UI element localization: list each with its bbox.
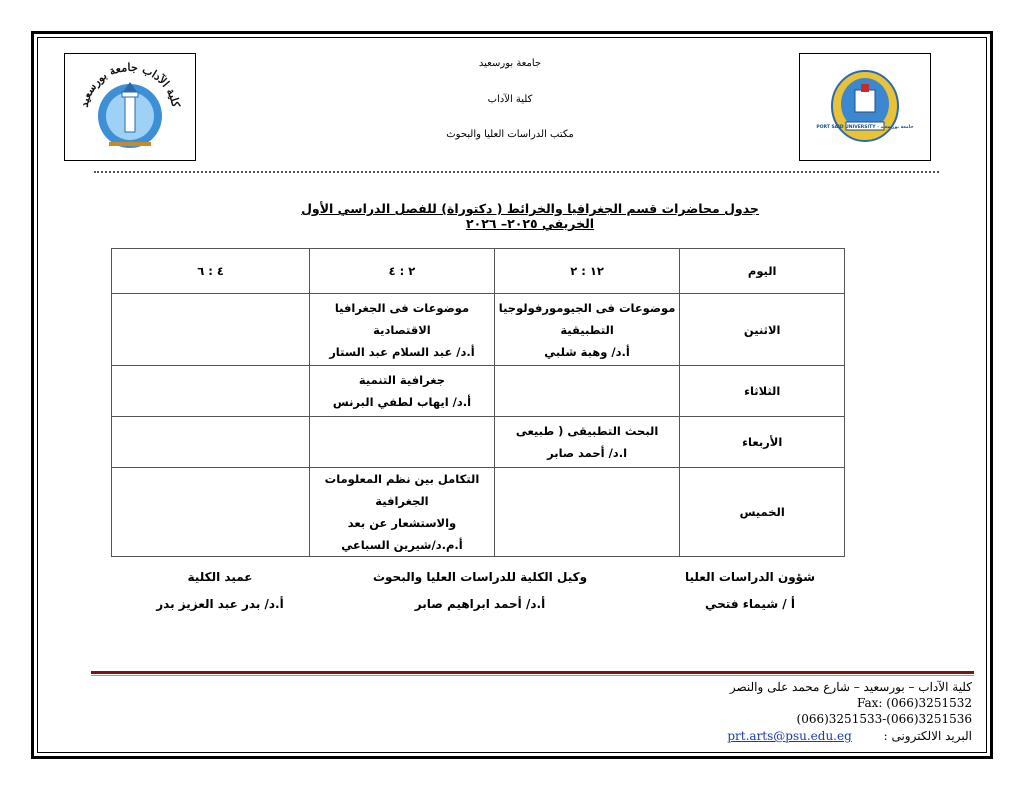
footer-address: كلية الآداب – بورسعيد – شارع محمد على والنصر: [729, 680, 972, 694]
email-label: البريد الالكترونى :: [883, 729, 972, 743]
faculty-name: كلية الآداب: [487, 94, 533, 105]
lecture-cell: [494, 417, 680, 468]
university-shield-icon: [800, 54, 930, 160]
table-row: [112, 417, 845, 468]
day-cell: الاثنين: [680, 294, 845, 366]
svg-text:كلية الآداب جامعة بورسعيد: كلية الآداب جامعة بورسعيد: [77, 60, 183, 109]
day-cell: الثلاثاء: [680, 366, 845, 417]
empty-cell: [112, 294, 310, 366]
header-slot-1: ١٢ : ٢: [494, 249, 680, 294]
university-logo: [799, 53, 931, 161]
lecturer-line: أ.د/ ايهاب لطفي البرنس: [332, 395, 472, 409]
course-line: التكامل بين نظم المعلومات الجغرافية: [324, 472, 480, 508]
footer-fax: Fax: (066)3251532: [856, 696, 972, 710]
office-name: مكتب الدراسات العليا والبحوث: [446, 129, 574, 140]
lecturer-line: أ.م.د/شيرين السباعي: [341, 538, 463, 552]
course-line: موضوعات فى الجيومورفولوجيا: [498, 300, 676, 315]
course-line: جغرافية التنمية: [358, 373, 446, 387]
lecturer-line: أ.د/ عبد السلام عبد الستار: [329, 344, 475, 359]
empty-cell: [494, 366, 680, 417]
footer-phones: (066)3251533-(066)3251536: [796, 712, 972, 726]
footer-email-row: [727, 729, 972, 743]
day-cell: الخميس: [680, 468, 845, 557]
empty-cell: [112, 468, 310, 557]
dean-title: عميد الكلية: [187, 570, 253, 584]
schedule-table: [111, 248, 845, 557]
empty-cell: [112, 366, 310, 417]
table-header-row: [112, 249, 845, 294]
lecture-cell: [310, 468, 495, 557]
footer-rule: [91, 671, 974, 674]
empty-cell: [494, 468, 680, 557]
header-day: اليوم: [680, 249, 845, 294]
header-slot-3: ٤ : ٦: [112, 249, 310, 294]
empty-cell: [112, 417, 310, 468]
email-link[interactable]: prt.arts@psu.edu.eg: [727, 729, 852, 743]
table-row: [112, 366, 845, 417]
lecture-cell: [310, 366, 495, 417]
table-row: [112, 468, 845, 557]
dean-name: أ.د/ بدر عبد العزيز بدر: [156, 597, 284, 611]
course-line: والاستشعار عن بعد: [347, 516, 457, 530]
course-line: التطبيقية: [560, 322, 614, 337]
lecturer-line: أ.د/ وهبة شلبي: [544, 344, 630, 359]
footer-rule-thin: [91, 675, 974, 676]
page-title: جدول محاضرات قسم الجغرافيا والخرائط ( دكتوراة) للفصل الدراسي الأول الخريفي ٢٠٢٥– ٢٠٢٦: [301, 201, 759, 231]
table-row: [112, 294, 845, 366]
course-line: البحث التطبيقى ( طبيعى: [515, 424, 659, 438]
lecture-cell: [310, 294, 495, 366]
affairs-name: أ / شيماء فتحي: [705, 597, 795, 611]
vice-dean-title: وكيل الكلية للدراسات العليا والبحوث: [372, 570, 588, 584]
lecturer-line: ا.د/ أحمد صابر: [547, 446, 628, 460]
lecture-cell: [494, 294, 680, 366]
course-line: موضوعات فى الجغرافيا الاقتصادية: [334, 300, 470, 337]
empty-cell: [310, 417, 495, 468]
day-cell: الأربعاء: [680, 417, 845, 468]
affairs-title: شؤون الدراسات العليا: [684, 570, 815, 584]
header-slot-2: ٢ : ٤: [310, 249, 495, 294]
faculty-logo: [64, 53, 196, 161]
lighthouse-logo-icon: [65, 54, 195, 160]
svg-text:PORT SAID UNIVERSITY - جامعة ب: PORT SAID UNIVERSITY - جامعة بورسعيد: [816, 125, 914, 130]
university-name: جامعة بورسعيد: [478, 58, 542, 69]
vice-dean-name: أ.د/ أحمد ابراهيم صابر: [414, 597, 546, 611]
header-divider: [94, 171, 939, 173]
